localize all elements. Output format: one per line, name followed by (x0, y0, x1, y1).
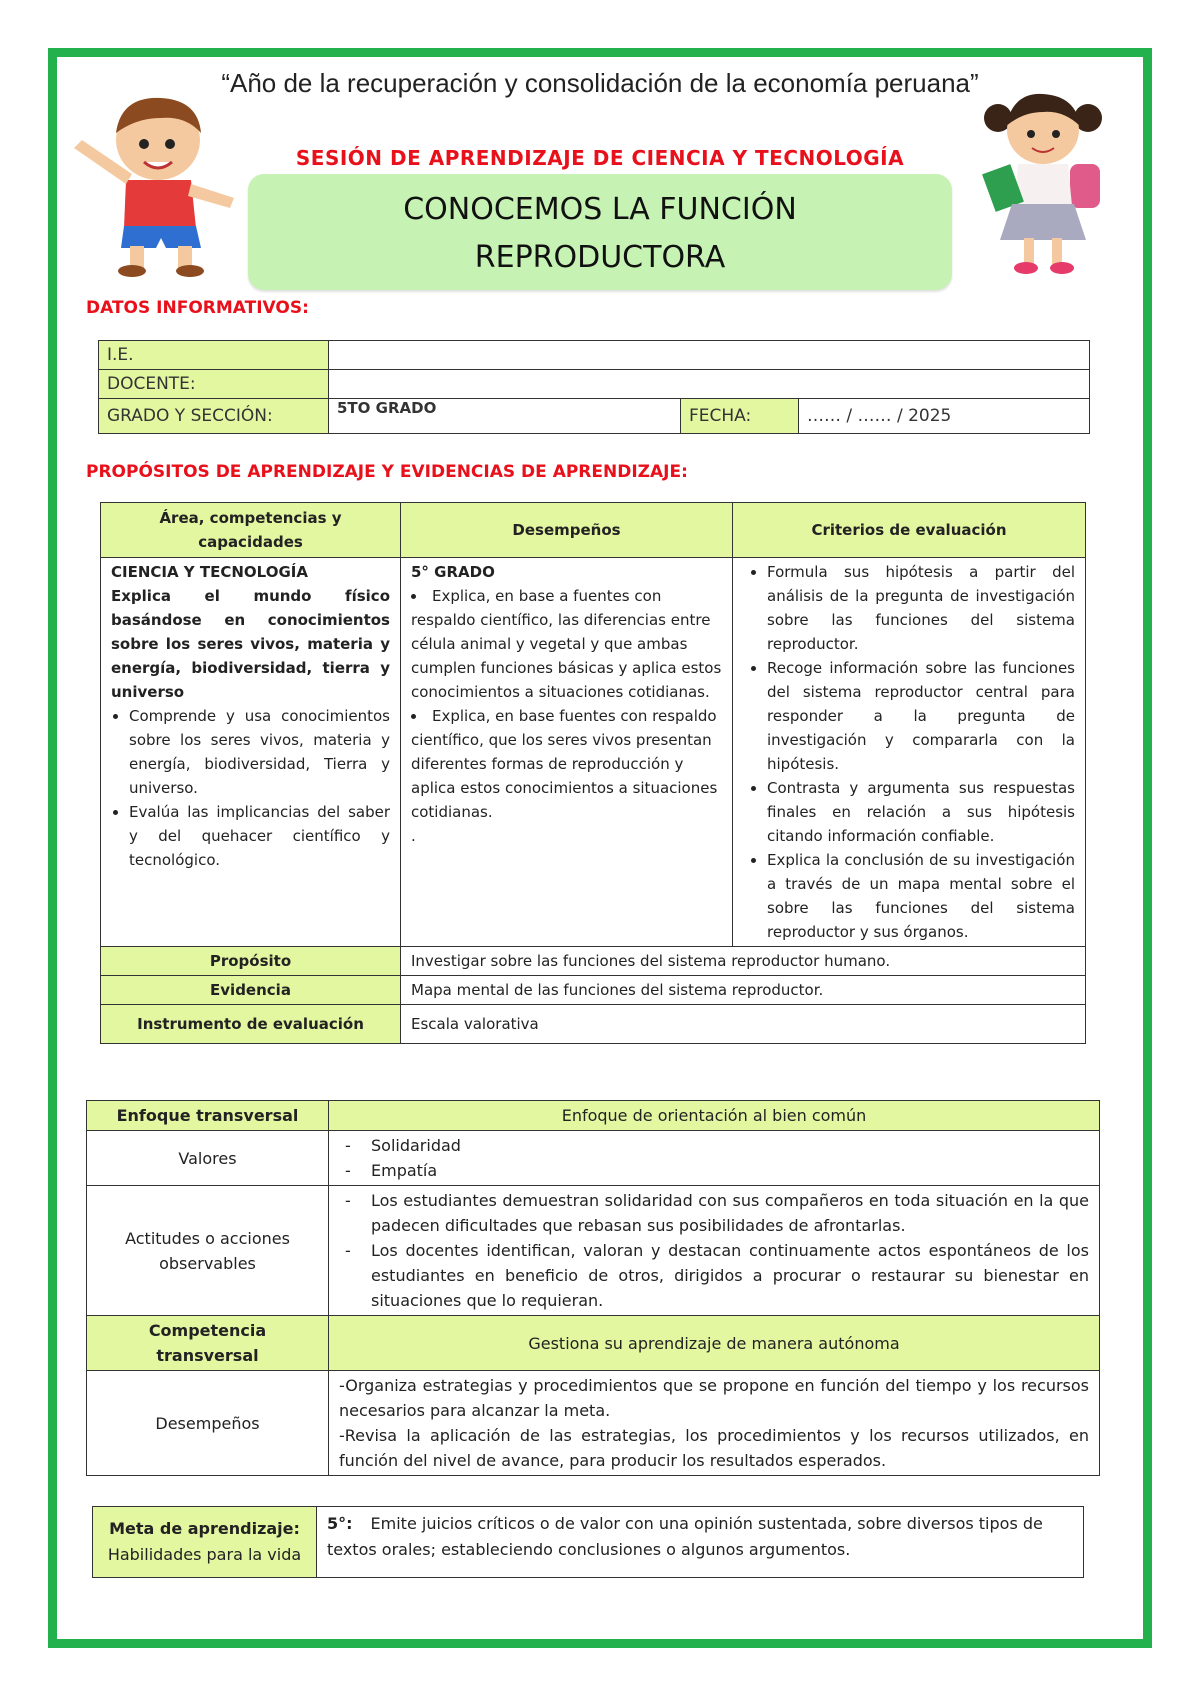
table-row (87, 1131, 1100, 1186)
instrumento-value: Escala valorativa (401, 1005, 1086, 1044)
area-cell (101, 558, 401, 947)
datos-table (98, 340, 1090, 434)
competencia-text: Explica el mundo físico basándose en conocimientos sobre los seres vivos, materia y energía, biodiversidad, tierra y universo (111, 587, 390, 701)
desempeno-item: • Explica, en base fuentes con respaldo científico, que los seres vivos presentan diferentes formas de reproducción y aplica estos conocimientos a situaciones cotidianas. (411, 704, 722, 824)
meta-grado: 5°: (327, 1514, 353, 1533)
criterios-cell (733, 558, 1086, 947)
capacidad-item: • Evalúa las implicancias del saber y del quehacer científico y tecnológico. (129, 800, 390, 872)
actitudes-label: Actitudes o acciones observables (87, 1186, 329, 1316)
table-row (93, 1507, 1084, 1578)
table-row (87, 1371, 1100, 1476)
instrumento-label: Instrumento de evaluación (101, 1005, 401, 1044)
area-name: CIENCIA Y TECNOLOGÍA (111, 563, 308, 581)
session-title-line2: REPRODUCTORA (474, 240, 726, 275)
table-header-row (101, 503, 1086, 558)
desempeno-item: • Explica, en base a fuentes con respaldo científico, las diferencias entre célula animal y vegetal y que ambas cumplen funciones básicas y aplica estos conocimientos a situaciones cotidianas. (411, 584, 722, 704)
proposito-label: Propósito (101, 947, 401, 976)
transversal-table (86, 1100, 1100, 1476)
trans-desempeno-item: -Organiza estrategias y procedimientos que se propone en función del tiempo y los recursos necesarios para alcanzar la meta. (339, 1376, 1089, 1420)
grado-label: GRADO Y SECCIÓN: (99, 399, 329, 434)
docente-value (329, 370, 1090, 399)
evidencia-label: Evidencia (101, 976, 401, 1005)
enfoque-label: Enfoque transversal (87, 1101, 329, 1131)
table-row (99, 370, 1090, 399)
meta-text: Emite juicios críticos o de valor con una opinión sustentada, sobre diversos tipos de textos orales; estableciendo conclusiones o algunos argumentos. (327, 1514, 1043, 1559)
meta-label: Meta de aprendizaje: (109, 1519, 300, 1538)
header-area: Área, competencias y capacidades (101, 503, 401, 558)
desempenos-cell (401, 558, 733, 947)
year-banner: “Año de la recuperación y consolidación de la economía peruana” (221, 68, 979, 98)
valor-item: - Solidaridad (371, 1133, 1089, 1158)
actitud-item: - Los docentes identifican, valoran y destacan continuamente actos espontáneos de los estudiantes en beneficio de otros, dirigidos a procurar o restaurar su bienestar en situaciones que lo requieran. (371, 1238, 1089, 1313)
table-row (99, 399, 1090, 434)
actitud-item: - Los estudiantes demuestran solidaridad con sus compañeros en toda situación en la que padecen dificultades que rebasan sus posibilidades de afrontarlas. (371, 1188, 1089, 1238)
valores-label: Valores (87, 1131, 329, 1186)
table-row (87, 1316, 1100, 1371)
evidencia-value: Mapa mental de las funciones del sistema reproductor. (401, 976, 1086, 1005)
fecha-value: …… / …… / 2025 (799, 399, 1090, 434)
enfoque-value: Enfoque de orientación al bien común (329, 1101, 1100, 1131)
competencia-value: Gestiona su aprendizaje de manera autónoma (329, 1316, 1100, 1371)
header-desempenos: Desempeños (401, 503, 733, 558)
desempenos-tail: . (411, 827, 416, 845)
table-row (99, 341, 1090, 370)
session-title-line1: CONOCEMOS LA FUNCIÓN (403, 192, 797, 227)
table-row (101, 1005, 1086, 1044)
table-row (101, 947, 1086, 976)
meta-sublabel: Habilidades para la vida (107, 1545, 302, 1564)
trans-desempeno-item: -Revisa la aplicación de las estrategias, los procedimientos y los recursos utilizados, en función del nivel de avance, para producir los resultados esperados. (339, 1426, 1089, 1470)
criterio-item: • Explica la conclusión de su investigación a través de un mapa mental sobre el sobre las funciones del sistema reproductor y sus órganos. (767, 848, 1075, 944)
fecha-label: FECHA: (681, 399, 799, 434)
table-row (101, 976, 1086, 1005)
valor-item: - Empatía (371, 1158, 1089, 1183)
session-subtitle: SESIÓN DE APRENDIZAJE DE CIENCIA Y TECNOLOGÍA (295, 146, 905, 170)
datos-heading: DATOS INFORMATIVOS: (86, 298, 309, 318)
table-row (87, 1186, 1100, 1316)
meta-table (92, 1506, 1084, 1578)
ie-label: I.E. (99, 341, 329, 370)
capacidad-item: • Comprende y usa conocimientos sobre los seres vivos, materia y energía, biodiversidad, Tierra y universo. (129, 704, 390, 800)
table-row (101, 558, 1086, 947)
grado-value: 5TO GRADO (329, 399, 681, 434)
title-box (248, 174, 952, 290)
girl-illustration (968, 88, 1118, 278)
criterio-item: • Formula sus hipótesis a partir del análisis de la pregunta de investigación sobre las funciones del sistema reproductor. (767, 560, 1075, 656)
docente-label: DOCENTE: (99, 370, 329, 399)
criterio-item: • Contrasta y argumenta sus respuestas finales en relación a sus hipótesis citando información confiable. (767, 776, 1075, 848)
competencia-label: Competencia transversal (87, 1316, 329, 1371)
header-criterios: Criterios de evaluación (733, 503, 1086, 558)
propositos-heading: PROPÓSITOS DE APRENDIZAJE Y EVIDENCIAS DE APRENDIZAJE: (86, 462, 688, 482)
trans-desempenos-label: Desempeños (87, 1371, 329, 1476)
grado-title: 5° GRADO (411, 563, 495, 581)
ie-value (329, 341, 1090, 370)
propositos-table (100, 502, 1086, 1044)
table-row (87, 1101, 1100, 1131)
criterio-item: • Recoge información sobre las funciones del sistema reproductor central para responder a la pregunta de investigación y compararla con la hipótesis. (767, 656, 1075, 776)
proposito-value: Investigar sobre las funciones del sistema reproductor humano. (401, 947, 1086, 976)
boy-illustration (66, 88, 246, 278)
